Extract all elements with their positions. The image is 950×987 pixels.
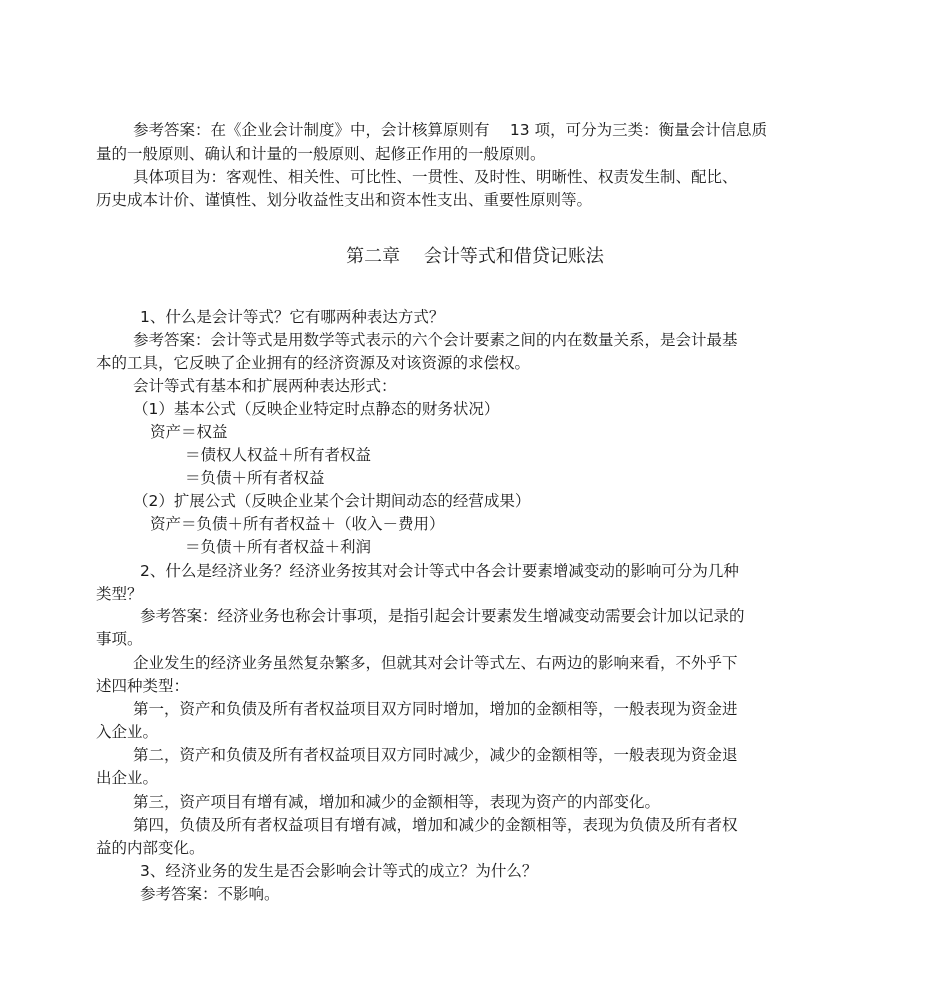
q2-question-line-2: 类型？: [96, 585, 143, 603]
q2-type3: 第三，资产项目有增有减，增加和减少的金额相等，表现为资产的内部变化。: [133, 793, 661, 811]
q2-intro-line-1: 企业发生的经济业务虽然复杂繁多，但就其对会计等式左、右两边的影响来看，不外乎下: [133, 654, 738, 672]
intro-items-line-1: 具体项目为：客观性、相关性、可比性、一贯性、及时性、明晰性、权责发生制、配比、: [133, 168, 738, 186]
q2-type2-line-2: 出企业。: [96, 769, 159, 787]
q1-basic-eq-1: 资产＝权益: [150, 423, 228, 441]
q3-answer: 参考答案：不影响。: [140, 885, 280, 903]
q2-type4-line-1: 第四，负债及所有者权益项目有增有减，增加和减少的金额相等，表现为负债及所有者权: [133, 816, 738, 834]
q1-ext-title: （2）扩展公式（反映企业某个会计期间动态的经营成果）: [133, 492, 531, 510]
q1-basic-title: （1）基本公式（反映企业特定时点静态的财务状况）: [133, 400, 500, 418]
intro-answer-line-2: 量的一般原则、确认和计量的一般原则、起修正作用的一般原则。: [96, 145, 546, 163]
q2-type4-line-2: 益的内部变化。: [96, 839, 205, 857]
q1-question: 1、什么是会计等式？它有哪两种表达方式？: [140, 308, 445, 326]
q1-basic-eq-3: ＝负债＋所有者权益: [185, 469, 325, 487]
q2-answer-line-2: 事项。: [96, 630, 143, 648]
q1-answer-line-2: 本的工具，它反映了企业拥有的经济资源及对该资源的求偿权。: [96, 354, 531, 372]
q2-type1-line-2: 入企业。: [96, 723, 159, 741]
q1-ext-eq-1: 资产＝负债＋所有者权益＋（收入－费用）: [150, 515, 445, 533]
q2-intro-line-2: 述四种类型：: [96, 677, 190, 695]
q2-type1-line-1: 第一，资产和负债及所有者权益项目双方同时增加，增加的金额相等，一般表现为资金进: [133, 700, 738, 718]
q2-answer-line-1: 参考答案：经济业务也称会计事项，是指引起会计要素发生增减变动需要会计加以记录的: [140, 607, 745, 625]
chapter-heading: 第二章 会计等式和借贷记账法: [346, 246, 604, 267]
q2-type2-line-1: 第二，资产和负债及所有者权益项目双方同时减少，减少的金额相等，一般表现为资金退: [133, 746, 738, 764]
intro-items-line-2: 历史成本计价、谨慎性、划分收益性支出和资本性支出、重要性原则等。: [96, 191, 593, 209]
intro-answer-line-1: 参考答案：在《企业会计制度》中，会计核算原则有 13 项，可分为三类：衡量会计信息质: [133, 121, 768, 139]
q1-ext-eq-2: ＝负债＋所有者权益＋利润: [185, 538, 372, 556]
q2-question-line-1: 2、什么是经济业务？经济业务按其对会计等式中各会计要素增减变动的影响可分为几种: [140, 562, 739, 580]
q1-basic-eq-2: ＝债权人权益＋所有者权益: [185, 446, 372, 464]
q1-answer-line-1: 参考答案：会计等式是用数学等式表示的六个会计要素之间的内在数量关系，是会计最基: [133, 331, 738, 349]
q3-question: 3、经济业务的发生是否会影响会计等式的成立？为什么？: [140, 862, 538, 880]
q1-forms-intro: 会计等式有基本和扩展两种表达形式：: [133, 377, 397, 395]
